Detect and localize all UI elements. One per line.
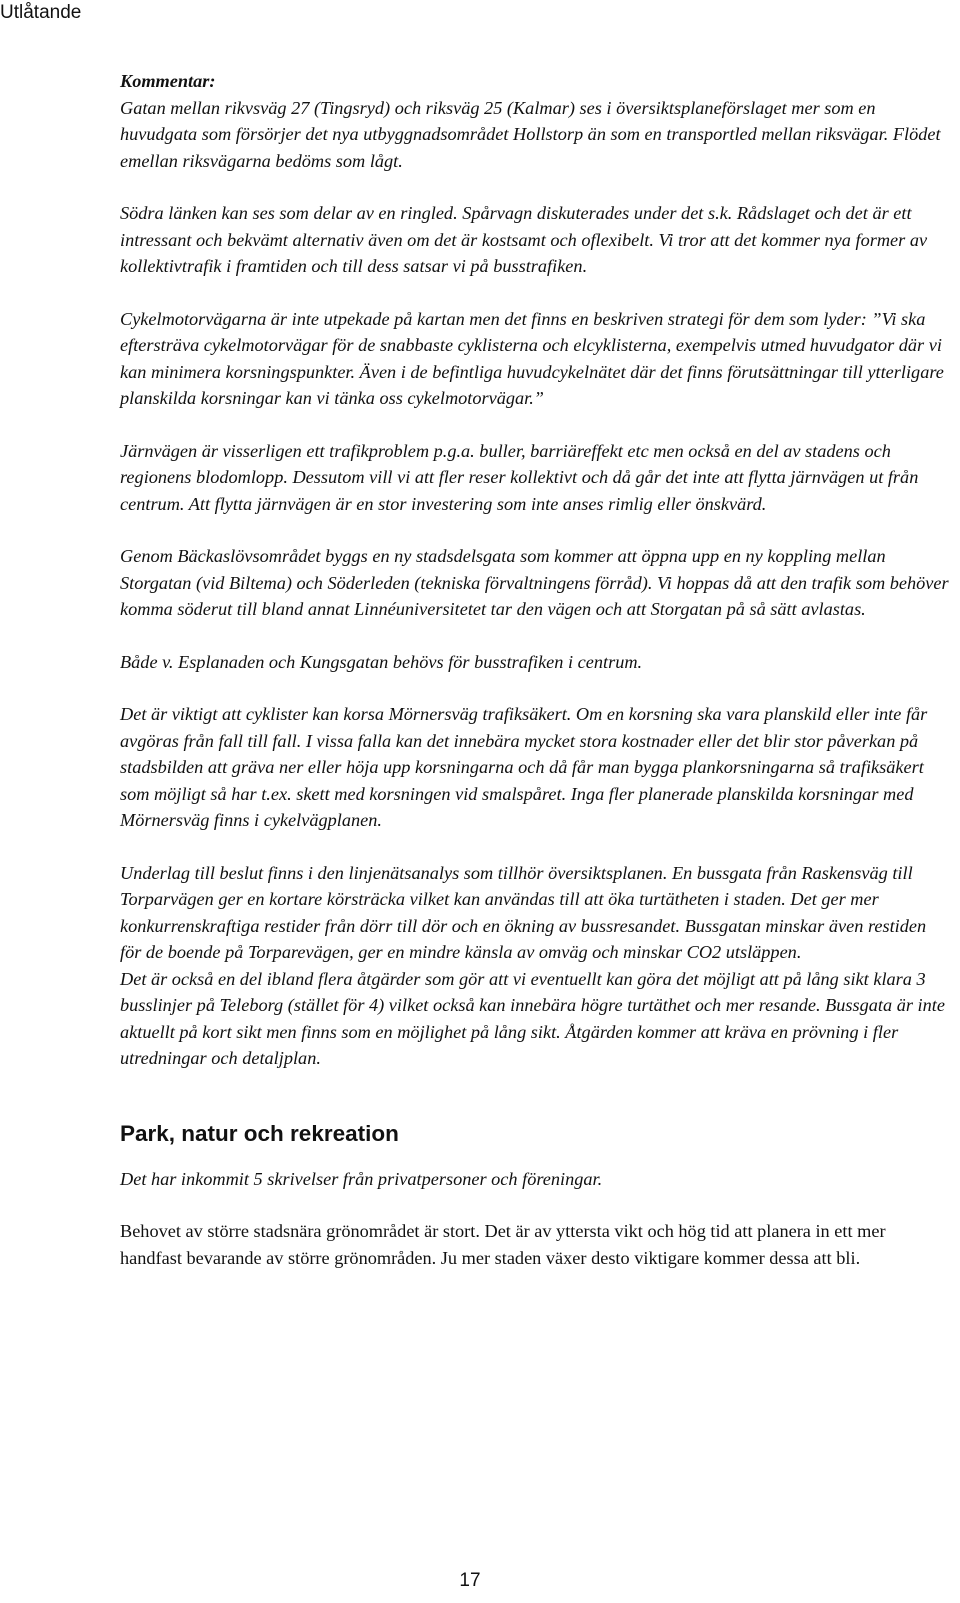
comment-paragraph: Genom Bäckaslövsområdet byggs en ny stadsdelsgata som kommer att öppna upp en ny koppling mellan Storgatan (vid Biltema) och Söderleden (tekniska förvaltningens förråd). Vi hoppas då att den trafik som behöver komma söderut till bland annat Linnéuniversitetet tar den vägen och att Storgatan på så sätt avlastas. bbox=[120, 546, 949, 619]
comment-paragraph: Gatan mellan rikvsväg 27 (Tingsryd) och riksväg 25 (Kalmar) ses i översiktsplaneförslaget mer som en huvudgata som försörjer det nya utbyggnadsområdet Hollstorp än som en transportled mellan riksvägar. Flödet emellan riksvägarna bedöms som lågt. bbox=[120, 97, 941, 171]
comment-paragraph: Södra länken kan ses som delar av en ringled. Spårvagn diskuterades under det s.k. Rådslaget och det är ett intressant och bekvämt alternativ även om det är kostsamt och oflexibelt. Vi tror att det kommer nya former av kollektivtrafik i framtiden och till dess satsar vi på busstrafiken. bbox=[120, 203, 928, 276]
comment-label: Kommentar: bbox=[120, 71, 216, 91]
comment-paragraph: Det är viktigt att cyklister kan korsa Mörnersväg trafiksäkert. Om en korsning ska vara planskild eller inte får avgöras från fall till fall. I vissa falla kan det innebära mycket stora kostnader eller det blir stor påverkan på stadsbilden att gräva ner eller höja upp korsningarna och då får man bygga plankorsningarna så trafiksäkert som möjligt så har t.ex. skett med korsningen vid smalspåret. Inga fler planerade planskilda korsningar med Mörnersväg finns i cykelvägplanen. bbox=[120, 704, 928, 830]
comment-paragraph: Det är också en del ibland flera åtgärder som gör att vi eventuellt kan göra det möjligt att på lång sikt klara 3 busslinjer på Teleborg (stället för 4) vilket också kan innebära högre turtäthet och mer resande. Bussgata är inte aktuellt på kort sikt men finns som en möjlighet på lång sikt. Åtgärden kommer att kräva en prövning i fler utredningar och detaljplan. bbox=[120, 968, 945, 1068]
section-paragraph: Behovet av större stadsnära grönområdet är stort. Det är av yttersta vikt och hög tid att planera in ett mer handfast bevarande av större grönområden. Ju mer staden växer desto viktigare kommer dessa att bli. bbox=[120, 1221, 886, 1268]
comment-paragraph: Cykelmotorvägarna är inte utpekade på kartan men det finns en beskriven strategi för dem som lyder: ”Vi ska eftersträva cykelmotorvägar för de snabbaste cyklisterna och elcyklisterna, exempelvis utmed huvudgator där vi kan minimera korsningspunkter. Även i de befintliga huvudcykelnätet där det finns förutsättningar till ytterligare planskilda korsningar kan vi tänka oss cykelmotorvägar.” bbox=[120, 308, 944, 408]
comment-paragraph: Både v. Esplanaden och Kungsgatan behövs för busstrafiken i centrum. bbox=[120, 651, 643, 672]
section-intro: Det har inkommit 5 skrivelser från privatpersoner och föreningar. bbox=[120, 1168, 603, 1189]
page-number: 17 bbox=[459, 1570, 481, 1591]
comment-paragraph: Underlag till beslut finns i den linjenätsanalys som tillhör översiktsplanen. En bussgata från Raskensväg till Torparvägen ger en kortare körsträcka vilket kan användas till att öka turtätheten i staden. Det ger mer konkurrenskraftiga restider från dörr till dör och en ökning av bussresandet. Bussgatan minskar även restiden för de boende på Torparevägen, ger en mindre känsla av omväg och minskar CO2 utsläppen. bbox=[120, 862, 927, 962]
document-body bbox=[120, 68, 950, 1297]
comment-paragraph: Järnvägen är visserligen ett trafikproblem p.g.a. buller, barriäreffekt etc men också en del av stadens och regionens blodomlopp. Dessutom vill vi att fler reser kollektivt och då går det inte att flytta järnvägen ut från centrum. Att flytta järnvägen är en stor investering som inte anses rimlig eller önskvärd. bbox=[120, 440, 919, 514]
document-header-label: Utlåtande bbox=[0, 2, 82, 23]
section-heading: Park, natur och rekreation bbox=[120, 1120, 399, 1146]
